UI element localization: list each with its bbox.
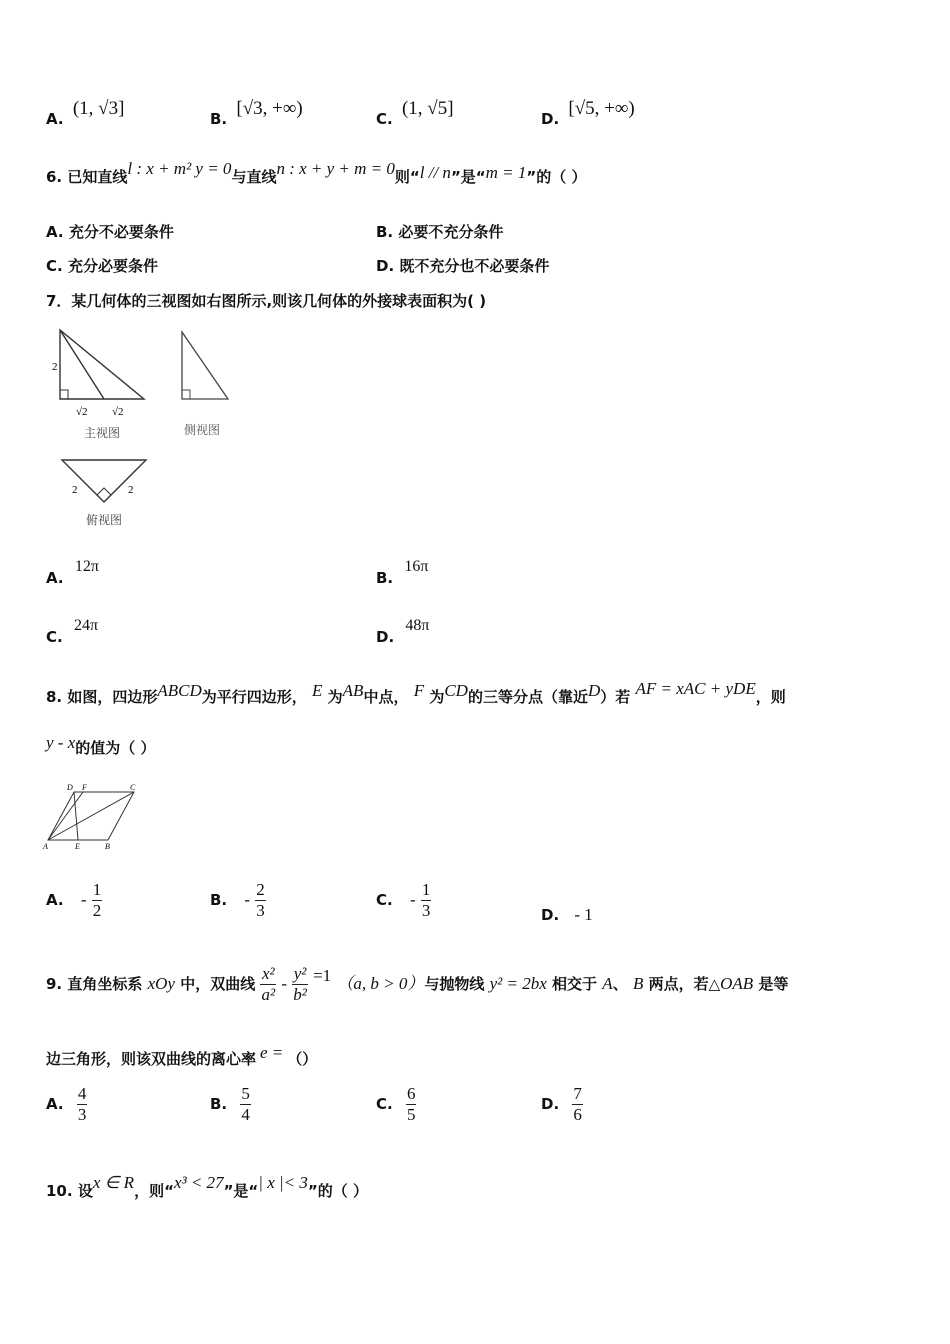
q7-option-b: B. 16π — [376, 558, 429, 587]
side-view — [182, 332, 228, 399]
point-f-label: F — [82, 783, 87, 792]
q9-option-d: D. $\frac{7}{6}$ — [541, 1084, 582, 1124]
q5-option-c: C. (1, √5] — [376, 98, 454, 128]
q10-stem: 10. 设x ∈ R，则“x³ < 27”是“| x |< 3”的（ ） — [46, 1173, 368, 1200]
q9-stem-line2: 边三角形，则该双曲线的离心率 e = （） — [46, 1043, 318, 1068]
q5-option-a: A. (1, √3] — [46, 98, 125, 128]
front-height-label: 2 — [52, 361, 58, 373]
q5-option-b: B. [√3, +∞) — [210, 98, 303, 128]
q9-option-c: C. $\frac{6}{5}$ — [376, 1084, 416, 1124]
q7-stem: 7．某几何体的三视图如右图所示,则该几何体的外接球表面积为( ) — [46, 292, 487, 310]
q7-option-d: D. 48π — [376, 617, 430, 646]
q9-stem-line1: 9. 直角坐标系 xOy 中，双曲线 $\frac{\text{x²}}{\text{a²}}$ - $\frac{\text{y²}}{\text{b²}}$ =1 （a, b > 0）与抛物线 y² = 2bx 相交于 A、 B 两点，若△OAB 是等 — [46, 964, 789, 1004]
top-view-caption: 俯视图 — [86, 513, 123, 527]
q6-option-c: C. 充分必要条件 — [46, 257, 158, 275]
point-c-label: C — [130, 783, 136, 792]
top-right-dim-label: 2 — [128, 484, 134, 496]
point-a-label: A — [43, 842, 48, 851]
q9-option-b: B. $\frac{5}{4}$ — [210, 1084, 250, 1124]
side-view-caption: 侧视图 — [184, 423, 221, 437]
front-view — [60, 330, 144, 399]
front-base-right-label: √2 — [112, 406, 124, 418]
q5-option-d: D. [√5, +∞) — [541, 98, 635, 128]
q6-option-d: D. 既不充分也不必要条件 — [376, 257, 550, 275]
q6-option-a: A. 充分不必要条件 — [46, 223, 174, 241]
front-view-caption: 主视图 — [84, 426, 121, 440]
front-base-left-label: √2 — [76, 406, 88, 418]
q8-stem-line1: 8. 如图，四边形ABCD为平行四边形， E 为AB中点， F 为CD的三等分点（靠近D）若 AF = xAC + yDE，则 — [46, 679, 786, 706]
q6-option-b: B. 必要不充分条件 — [376, 223, 504, 241]
q9-option-a: A. $\frac{4}{3}$ — [46, 1084, 87, 1124]
point-e-label: E — [75, 842, 80, 851]
q7-three-view-figure — [44, 318, 264, 533]
q7-option-a: A. 12π — [46, 558, 99, 587]
q8-option-a: A. - $\frac{1}{2}$ — [46, 880, 102, 920]
q8-option-b: B. - $\frac{2}{3}$ — [210, 880, 265, 920]
q8-parallelogram-figure — [42, 780, 142, 852]
point-b-label: B — [105, 842, 110, 851]
q8-option-c: C. - $\frac{1}{3}$ — [376, 880, 431, 920]
q8-stem-line2: y - x的值为（ ） — [46, 733, 156, 757]
point-d-label: D — [67, 783, 73, 792]
q7-option-c: C. 24π — [46, 617, 99, 646]
q6-stem: 6. 已知直线l : x + m² y = 0与直线n : x + y + m = 0则“l // n”是“m = 1”的（ ） — [46, 159, 587, 186]
top-left-dim-label: 2 — [72, 484, 78, 496]
q8-option-d: D. - 1 — [541, 905, 593, 924]
